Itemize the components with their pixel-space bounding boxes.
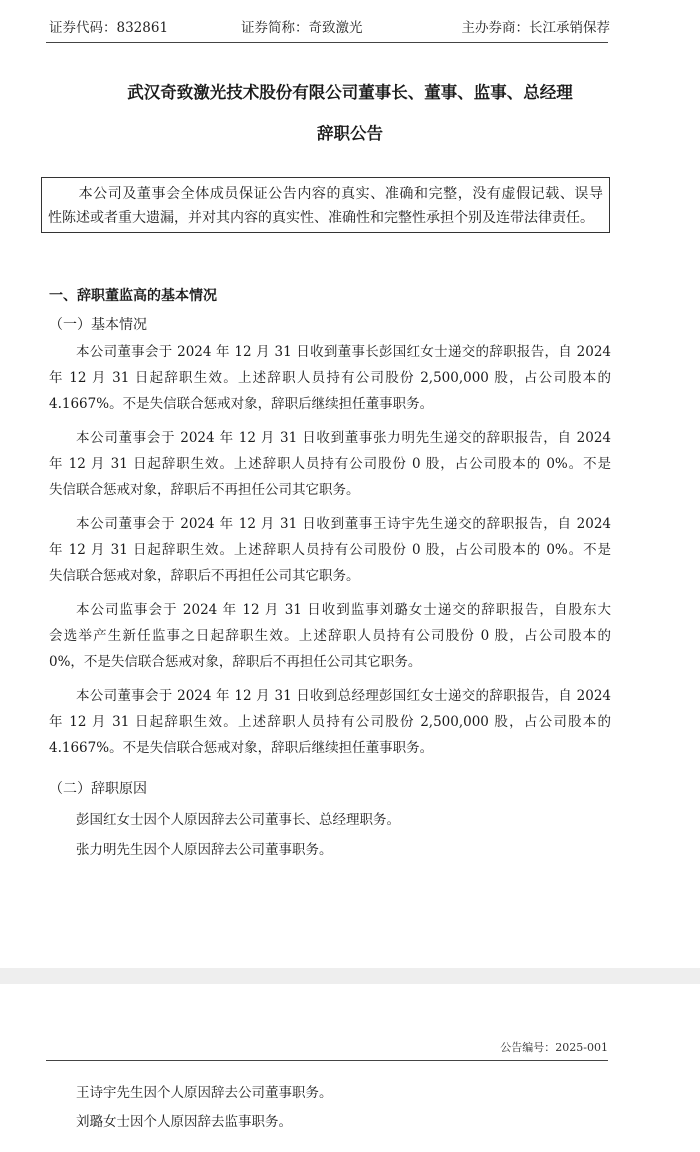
paragraph-chairman-resignation: 本公司董事会于 2024 年 12 月 31 日收到董事长彭国红女士递交的辞职报告，自 2024 年 12 月 31 日起辞职生效。上述辞职人员持有公司股份 2,500,000 股，占公司股本的 4.1667%。不是失信联合惩戒对象，辞职后继续担任董事职务。 — [49, 344, 611, 412]
paragraph-director-zhang-resignation: 本公司董事会于 2024 年 12 月 31 日收到董事张力明先生递交的辞职报告，自 2024 年 12 月 31 日起辞职生效。上述辞职人员持有公司股份 0 股，占公司股本的 0%。不是 失信联合惩戒对象，辞职后不再担任公司其它职务。 — [49, 430, 611, 498]
paragraph-supervisor-liu-resignation: 本公司监事会于 2024 年 12 月 31 日收到监事刘璐女士递交的辞职报告，自股东大 会选举产生新任监事之日起辞职生效。上述辞职人员持有公司股份 0 股，占公司股本的 0%，不是失信联合惩戒对象，辞职后不再担任公司其它职务。 — [49, 602, 611, 670]
stock-short-name: 证券简称：奇致激光 — [241, 20, 363, 36]
stock-code: 证券代码：832861 — [49, 20, 169, 36]
document-subtitle: 辞职公告 — [317, 124, 383, 143]
disclaimer-line-1: 本公司及董事会全体成员保证公告内容的真实、准确和完整，没有虚假记载、误导 — [78, 186, 603, 202]
announcement-number: 公告编号：2025-001 — [500, 1041, 608, 1054]
disclaimer-box — [41, 177, 610, 233]
paragraph-director-wang-resignation: 本公司董事会于 2024 年 12 月 31 日收到董事王诗宇先生递交的辞职报告，自 2024 年 12 月 31 日起辞职生效。上述辞职人员持有公司股份 0 股，占公司股本的 0%。不是 失信联合惩戒对象，辞职后不再担任公司其它职务。 — [49, 516, 611, 584]
disclaimer-line-2: 性陈述或者重大遗漏，并对其内容的真实性、准确性和完整性承担个别及连带法律责任。 — [48, 210, 594, 226]
subsection-resignation-reasons: （二）辞职原因 — [49, 781, 147, 797]
reason-wang: 王诗宇先生因个人原因辞去公司董事职务。 — [76, 1085, 333, 1101]
sponsor-broker: 主办券商：长江承销保荐 — [461, 20, 610, 36]
paragraph-general-manager-resignation: 本公司董事会于 2024 年 12 月 31 日收到总经理彭国红女士递交的辞职报告，自 2024 年 12 月 31 日起辞职生效。上述辞职人员持有公司股份 2,500,000 股，占公司股本的 4.1667%。不是失信联合惩戒对象，辞职后继续担任董事职务。 — [49, 688, 611, 756]
page2-header-divider — [46, 1060, 608, 1061]
subsection-basic-info: （一）基本情况 — [49, 317, 147, 333]
reason-liu: 刘璐女士因个人原因辞去监事职务。 — [76, 1114, 292, 1130]
page-separator — [0, 968, 700, 984]
reason-peng: 彭国红女士因个人原因辞去公司董事长、总经理职务。 — [76, 812, 400, 828]
header-divider — [46, 42, 608, 43]
section-heading: 一、辞职董监高的基本情况 — [49, 288, 217, 304]
reason-zhang: 张力明先生因个人原因辞去公司董事职务。 — [76, 842, 333, 858]
document-title: 武汉奇致激光技术股份有限公司董事长、董事、监事、总经理 — [127, 83, 573, 102]
document-page-2 — [0, 984, 700, 1152]
